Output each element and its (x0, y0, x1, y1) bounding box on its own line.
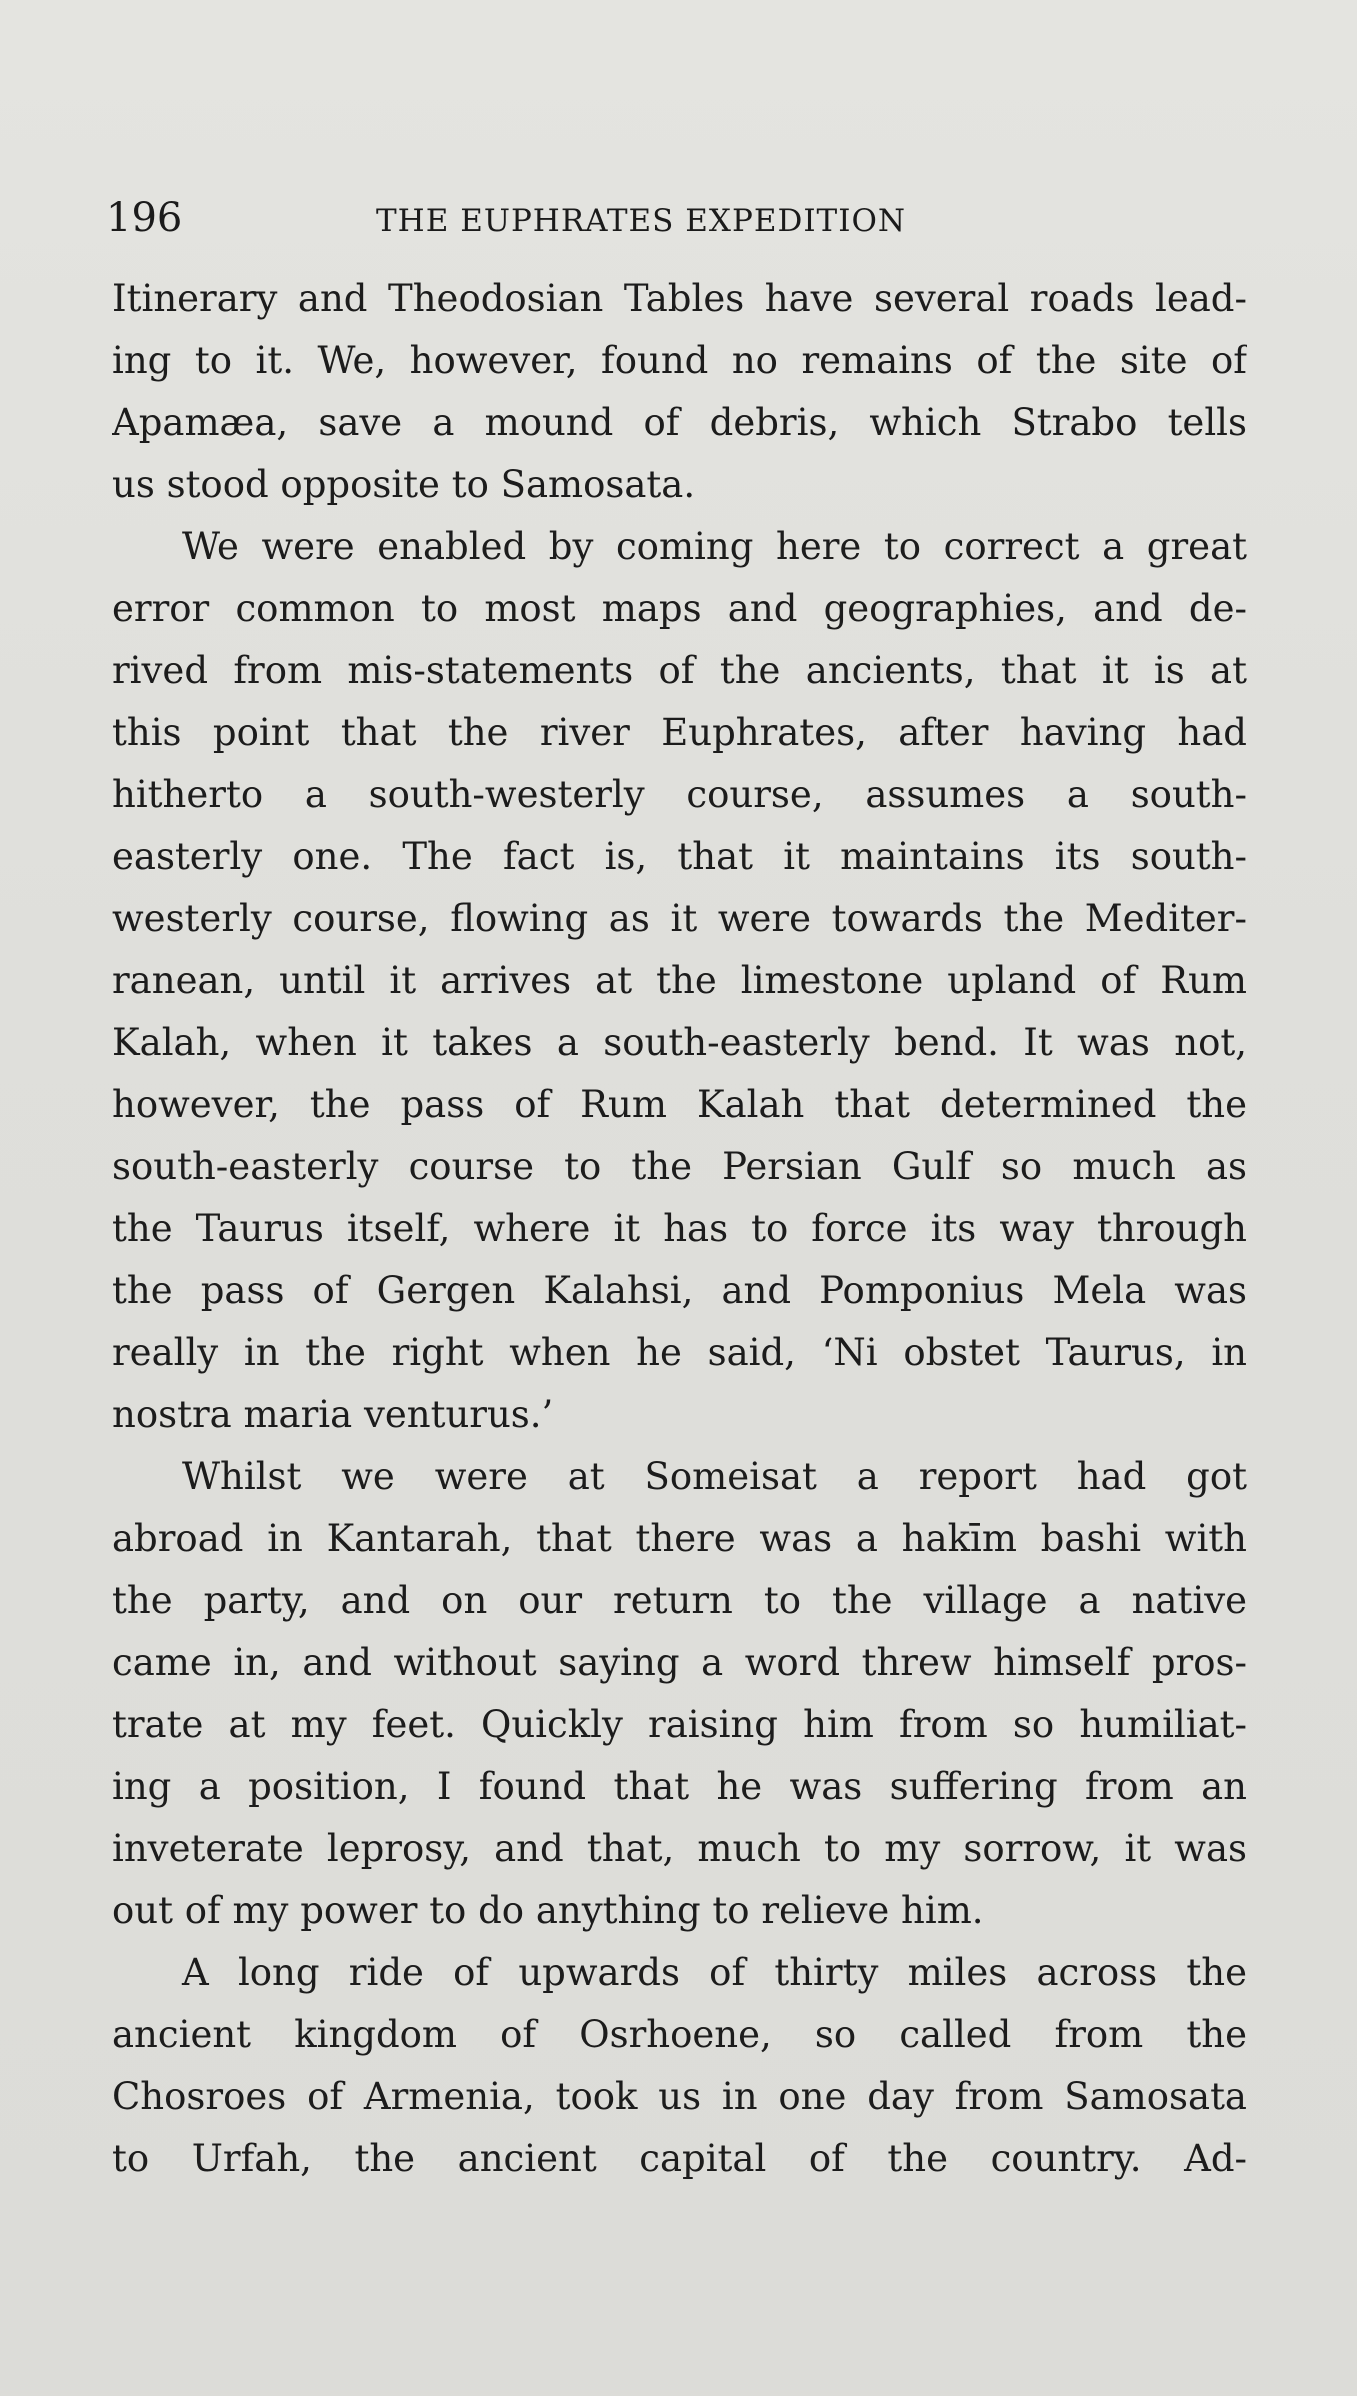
paragraph-first-line: A long ride of upwards of thirty miles across the (182, 1951, 1247, 1994)
page-header (106, 190, 1236, 250)
text-line: trate at my feet. Quickly raising him from so humiliat- (112, 1703, 1247, 1746)
paragraph-first-line: Whilst we were at Someisat a report had got (182, 1455, 1247, 1498)
text-line: nostra maria venturus.’ (112, 1393, 554, 1436)
text-line: error common to most maps and geographies, and de- (112, 587, 1247, 630)
text-line: Kalah, when it takes a south-easterly bend. It was not, (112, 1021, 1247, 1064)
text-line: ing a position, I found that he was suffering from an (112, 1765, 1247, 1808)
text-line: this point that the river Euphrates, after having had (112, 711, 1247, 754)
text-line: the Taurus itself, where it has to force its way through (112, 1207, 1247, 1250)
text-line: to Urfah, the ancient capital of the country. Ad- (112, 2137, 1247, 2180)
running-title: THE EUPHRATES EXPEDITION (376, 203, 907, 239)
paragraph-first-line: We were enabled by coming here to correct a great (182, 525, 1247, 568)
text-line: Apamæa, save a mound of debris, which Strabo tells (112, 401, 1247, 444)
text-line: abroad in Kantarah, that there was a hakīm bashi with (112, 1517, 1247, 1560)
text-line: ancient kingdom of Osrhoene, so called from the (112, 2013, 1247, 2056)
text-line: Chosroes of Armenia, took us in one day from Samosata (112, 2075, 1247, 2118)
text-line: the party, and on our return to the village a native (112, 1579, 1247, 1622)
text-line: out of my power to do anything to relieve him. (112, 1889, 984, 1932)
text-line: came in, and without saying a word threw himself pros- (112, 1641, 1247, 1684)
text-line: Itinerary and Theodosian Tables have several roads lead- (112, 277, 1247, 320)
text-line: ing to it. We, however, found no remains of the site of (112, 339, 1247, 382)
text-line: really in the right when he said, ‘Ni obstet Taurus, in (112, 1331, 1247, 1374)
text-line: hitherto a south-westerly course, assumes a south- (112, 773, 1247, 816)
text-line: rived from mis-statements of the ancients, that it is at (112, 649, 1247, 692)
text-line: however, the pass of Rum Kalah that determined the (112, 1083, 1247, 1126)
text-line: ranean, until it arrives at the limestone upland of Rum (112, 959, 1247, 1002)
text-line: inveterate leprosy, and that, much to my sorrow, it was (112, 1827, 1247, 1870)
text-line: south-easterly course to the Persian Gulf so much as (112, 1145, 1247, 1188)
text-line: the pass of Gergen Kalahsi, and Pomponius Mela was (112, 1269, 1247, 1312)
text-line: us stood opposite to Samosata. (112, 463, 696, 506)
page-number: 196 (106, 195, 183, 241)
text-line: westerly course, flowing as it were towards the Mediter- (112, 897, 1247, 940)
text-line: easterly one. The fact is, that it maintains its south- (112, 835, 1247, 878)
body-text (112, 268, 1247, 2190)
